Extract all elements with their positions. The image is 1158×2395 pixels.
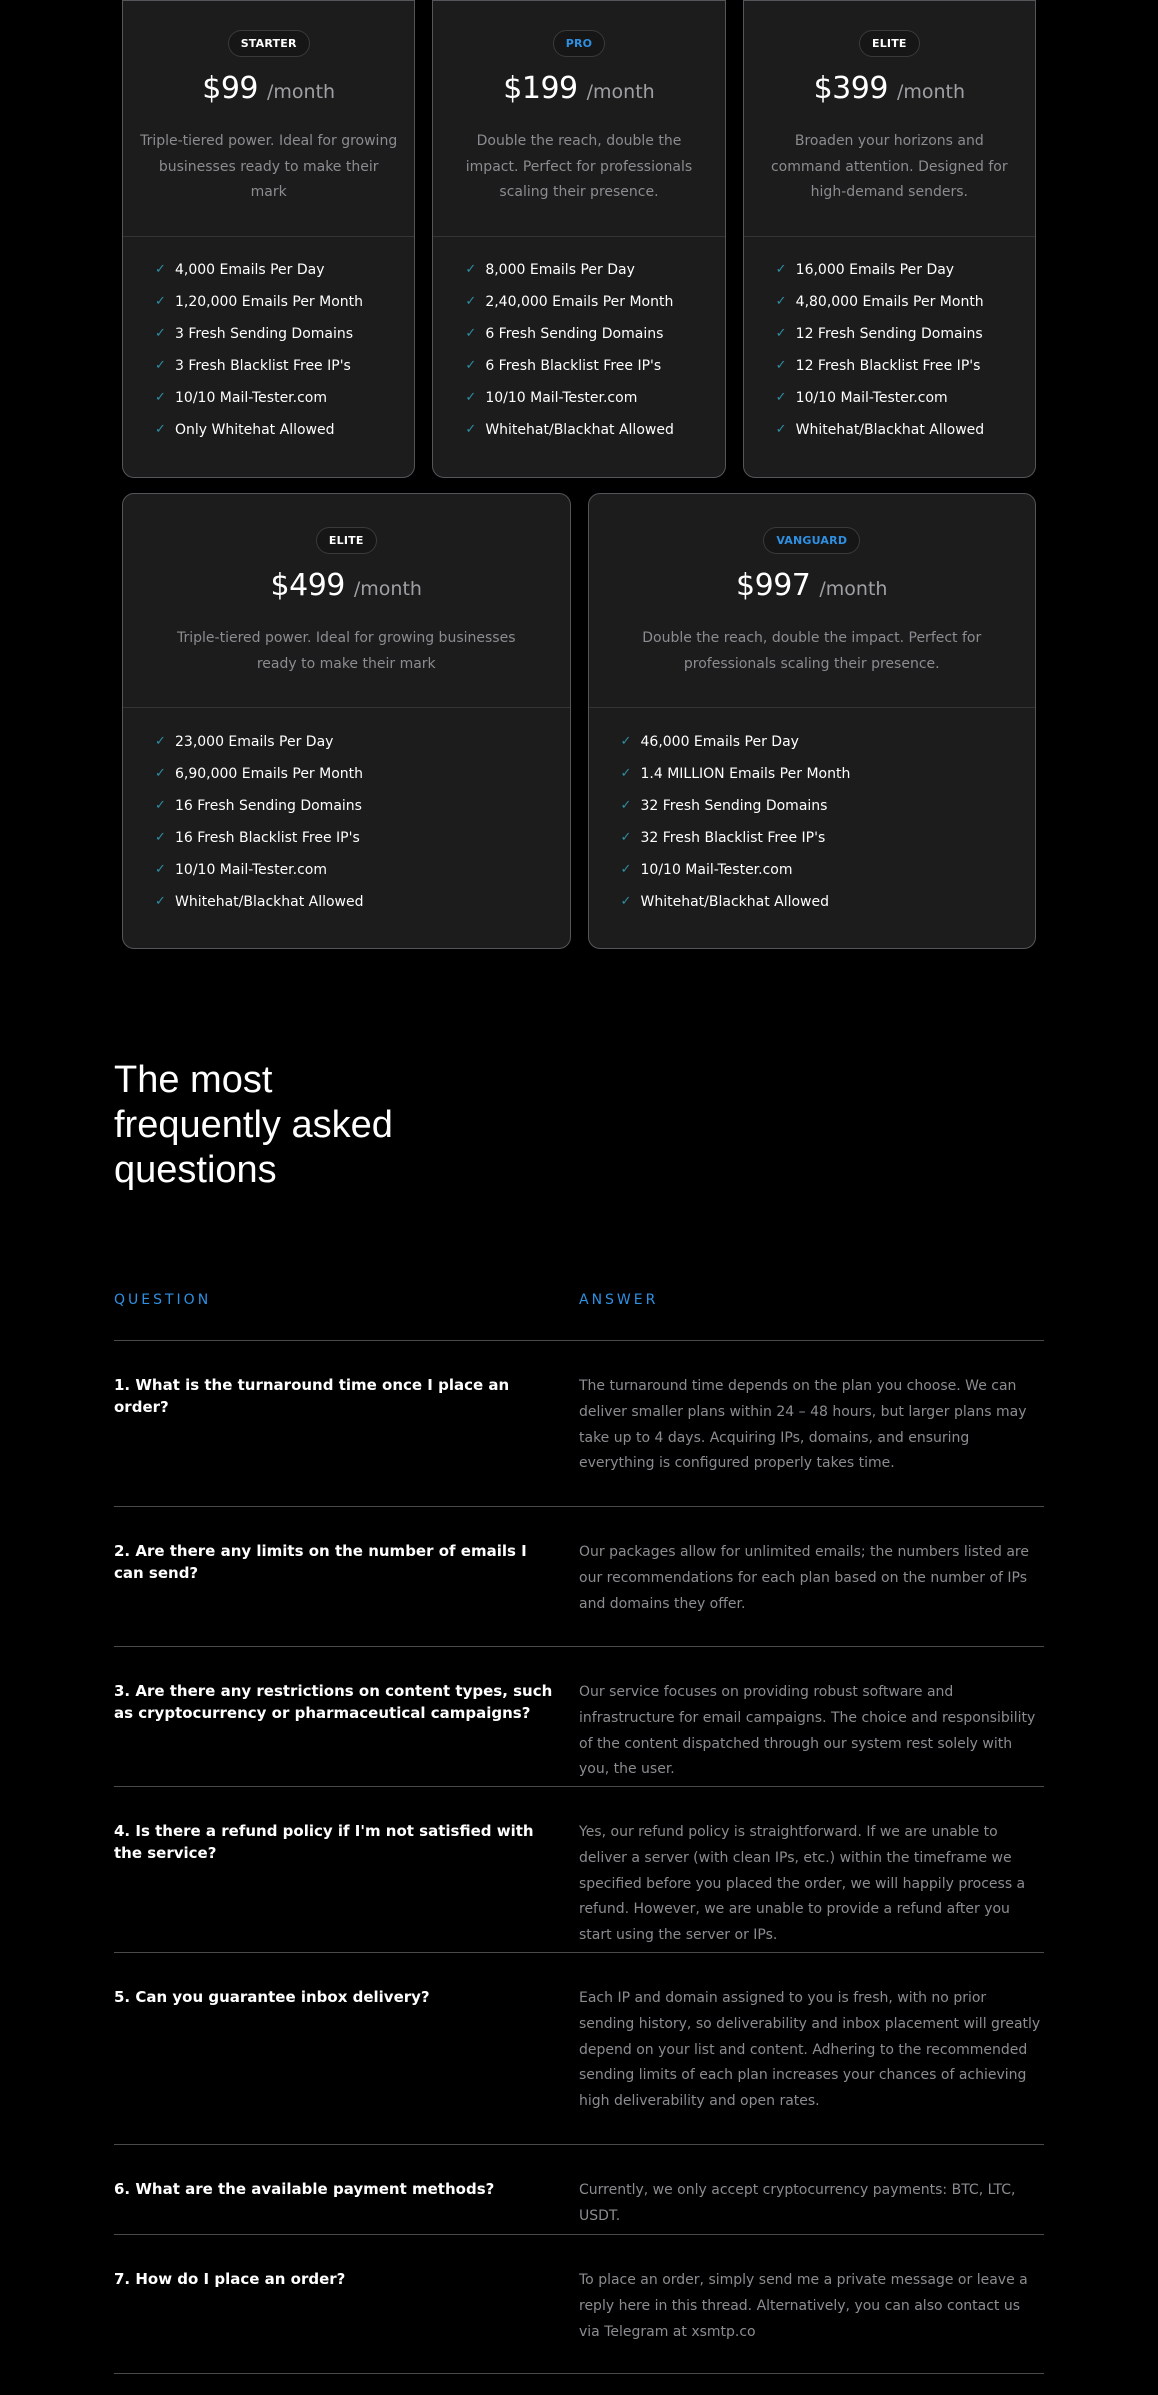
- check-icon: ✓: [155, 894, 166, 909]
- feature-item: [465, 324, 724, 356]
- plan-period: /month: [586, 81, 655, 103]
- feature-item: [465, 356, 724, 388]
- plan-price: $99: [202, 71, 258, 106]
- feature-item: [465, 292, 724, 324]
- feature-label: 32 Fresh Blacklist Free IP's: [640, 830, 826, 846]
- check-icon: ✓: [155, 390, 166, 405]
- feature-list: [589, 708, 1036, 924]
- feature-label: 6 Fresh Blacklist Free IP's: [485, 358, 662, 374]
- feature-label: 12 Fresh Sending Domains: [795, 326, 983, 342]
- plan-price: $399: [813, 71, 888, 106]
- feature-label: 6 Fresh Sending Domains: [485, 326, 664, 342]
- price-line: [123, 71, 414, 111]
- check-icon: ✓: [465, 422, 477, 437]
- plan-description: Broaden your horizons and command attention. Designed for high-demand senders.: [770, 133, 1008, 200]
- feature-label: 1.4 MILLION Emails Per Month: [640, 766, 851, 782]
- feature-label: Whitehat/Blackhat Allowed: [175, 894, 364, 910]
- feature-label: 16 Fresh Blacklist Free IP's: [175, 830, 360, 846]
- faq-item: [114, 1340, 1044, 1506]
- pricing-card-header: [744, 1, 1035, 237]
- check-icon: ✓: [465, 294, 477, 309]
- feature-label: 3 Fresh Sending Domains: [175, 326, 354, 342]
- pricing-card: [122, 493, 571, 949]
- check-icon: ✓: [775, 294, 787, 309]
- feature-item: [155, 420, 414, 452]
- pricing-card-header: [123, 494, 570, 708]
- faq-answer: Currently, we only accept cryptocurrency payments: BTC, LTC, USDT.: [579, 2182, 1016, 2224]
- feature-item: [155, 388, 414, 420]
- feature-label: 4,000 Emails Per Day: [175, 262, 325, 278]
- feature-list: [744, 237, 1035, 452]
- plan-description: Double the reach, double the impact. Perfect for professionals scaling their presence.: [642, 630, 982, 672]
- check-icon: ✓: [465, 358, 477, 373]
- check-icon: ✓: [620, 798, 632, 813]
- feature-list: [123, 237, 414, 452]
- price-line: [123, 568, 570, 608]
- check-icon: ✓: [465, 326, 477, 341]
- pricing-card-header: [433, 1, 724, 237]
- faq-section: [114, 1058, 1044, 2340]
- feature-item: [776, 292, 1035, 324]
- faq-item: [114, 2234, 1044, 2374]
- faq-question: 1. What is the turnaround time once I place an order?: [114, 1376, 510, 1416]
- check-icon: ✓: [155, 766, 166, 781]
- faq-list: [114, 1340, 1044, 2374]
- check-icon: ✓: [620, 894, 632, 909]
- pricing-section: [122, 0, 1036, 949]
- feature-label: 16,000 Emails Per Day: [795, 262, 955, 278]
- feature-label: 23,000 Emails Per Day: [175, 734, 334, 750]
- feature-label: 12 Fresh Blacklist Free IP's: [795, 358, 981, 374]
- plan-description: Triple-tiered power. Ideal for growing businesses ready to make their mark: [140, 133, 398, 200]
- plan-price: $997: [736, 568, 811, 603]
- feature-item: [155, 260, 414, 292]
- feature-item: [621, 732, 1036, 764]
- feature-item: [155, 796, 570, 828]
- feature-label: 16 Fresh Sending Domains: [175, 798, 362, 814]
- feature-item: [776, 260, 1035, 292]
- plan-period: /month: [819, 578, 888, 600]
- feature-item: [621, 828, 1036, 860]
- price-line: [589, 568, 1036, 608]
- feature-list: [433, 237, 724, 452]
- feature-label: 3 Fresh Blacklist Free IP's: [175, 358, 351, 374]
- plan-badge: VANGUARD: [763, 527, 860, 554]
- feature-item: [621, 892, 1036, 924]
- pricing-card-header: [589, 494, 1036, 708]
- pricing-card: [588, 493, 1037, 949]
- feature-list: [123, 708, 570, 924]
- feature-label: Only Whitehat Allowed: [175, 422, 335, 438]
- check-icon: ✓: [620, 862, 632, 877]
- faq-answer: Each IP and domain assigned to you is fresh, with no prior sending history, so deliverability and inbox placement will greatly depend on your list and content. Adhering to the recommended sending limits of each plan increases your chances of achieving high deliverability and open rates.: [579, 1990, 1041, 2110]
- pricing-row-2: [122, 493, 1036, 949]
- feature-item: [776, 356, 1035, 388]
- faq-question: 5. Can you guarantee inbox delivery?: [114, 1988, 430, 2006]
- plan-badge: ELITE: [859, 30, 920, 57]
- feature-label: 46,000 Emails Per Day: [640, 734, 799, 750]
- plan-price: $499: [270, 568, 345, 603]
- faq-item: [114, 1646, 1044, 1786]
- faq-column-headings: [114, 1292, 1044, 1308]
- check-icon: ✓: [155, 326, 166, 341]
- feature-label: 10/10 Mail-Tester.com: [175, 390, 328, 406]
- faq-question: 7. How do I place an order?: [114, 2270, 346, 2288]
- feature-item: [155, 356, 414, 388]
- feature-label: 10/10 Mail-Tester.com: [640, 862, 793, 878]
- feature-label: 32 Fresh Sending Domains: [640, 798, 828, 814]
- faq-title: The most frequently asked questions: [114, 1059, 393, 1191]
- feature-item: [621, 796, 1036, 828]
- feature-item: [155, 292, 414, 324]
- faq-question: 4. Is there a refund policy if I'm not satisfied with the service?: [114, 1822, 534, 1862]
- feature-label: 2,40,000 Emails Per Month: [485, 294, 674, 310]
- check-icon: ✓: [620, 830, 632, 845]
- feature-label: 4,80,000 Emails Per Month: [795, 294, 984, 310]
- plan-description: Double the reach, double the impact. Perfect for professionals scaling their presence.: [465, 133, 693, 200]
- check-icon: ✓: [155, 798, 166, 813]
- feature-label: 8,000 Emails Per Day: [485, 262, 635, 278]
- feature-item: [155, 324, 414, 356]
- check-icon: ✓: [775, 422, 787, 437]
- feature-item: [155, 732, 570, 764]
- price-line: [433, 71, 724, 111]
- faq-question: 3. Are there any restrictions on content types, such as cryptocurrency or pharmaceutical campaigns?: [114, 1682, 553, 1722]
- feature-label: 10/10 Mail-Tester.com: [485, 390, 638, 406]
- check-icon: ✓: [155, 862, 166, 877]
- answer-heading: ANSWER: [579, 1292, 659, 1308]
- check-icon: ✓: [775, 358, 787, 373]
- feature-label: 10/10 Mail-Tester.com: [175, 862, 328, 878]
- plan-period: /month: [353, 578, 422, 600]
- check-icon: ✓: [155, 262, 166, 277]
- feature-item: [776, 324, 1035, 356]
- faq-answer: Yes, our refund policy is straightforward. If we are unable to deliver a server (with clean IPs, etc.) within the timeframe we specified before you placed the order, we will happily process a refund. However, we are unable to provide a refund after you start using the server or IPs.: [579, 1824, 1026, 1944]
- check-icon: ✓: [620, 734, 632, 749]
- check-icon: ✓: [775, 390, 787, 405]
- plan-price: $199: [503, 71, 578, 106]
- feature-item: [776, 388, 1035, 420]
- faq-question: 2. Are there any limits on the number of emails I can send?: [114, 1542, 527, 1582]
- plan-badge: ELITE: [316, 527, 377, 554]
- plan-badge: PRO: [553, 30, 605, 57]
- feature-item: [621, 764, 1036, 796]
- check-icon: ✓: [155, 830, 166, 845]
- feature-item: [465, 260, 724, 292]
- plan-badge: STARTER: [228, 30, 310, 57]
- faq-question: 6. What are the available payment methods?: [114, 2180, 495, 2198]
- faq-item: [114, 1952, 1044, 2144]
- check-icon: ✓: [155, 294, 166, 309]
- feature-label: 10/10 Mail-Tester.com: [795, 390, 948, 406]
- question-heading: QUESTION: [114, 1292, 212, 1308]
- pricing-card: [122, 0, 415, 478]
- feature-item: [465, 388, 724, 420]
- faq-answer: The turnaround time depends on the plan you choose. We can deliver smaller plans within 24 – 48 hours, but larger plans may take up to 4 days. Acquiring IPs, domains, and ensuring everything is configured properly takes time.: [579, 1378, 1027, 1472]
- feature-label: 6,90,000 Emails Per Month: [175, 766, 364, 782]
- plan-description: Triple-tiered power. Ideal for growing businesses ready to make their mark: [177, 630, 516, 672]
- check-icon: ✓: [620, 766, 632, 781]
- feature-item: [155, 764, 570, 796]
- faq-answer: Our service focuses on providing robust software and infrastructure for email campaigns. The choice and responsibility of the content dispatched through our system rest solely with you, the user.: [579, 1684, 1036, 1778]
- feature-item: [155, 892, 570, 924]
- feature-label: 1,20,000 Emails Per Month: [175, 294, 364, 310]
- pricing-row-1: [122, 0, 1036, 478]
- faq-answer: To place an order, simply send me a private message or leave a reply here in this thread. Alternatively, you can also contact us via Telegram at xsmtp.co: [579, 2272, 1028, 2340]
- plan-period: /month: [896, 81, 966, 103]
- pricing-card: [432, 0, 725, 478]
- feature-label: Whitehat/Blackhat Allowed: [485, 422, 674, 438]
- price-line: [744, 71, 1035, 111]
- pricing-card: [743, 0, 1036, 478]
- check-icon: ✓: [155, 422, 166, 437]
- check-icon: ✓: [155, 734, 166, 749]
- feature-label: Whitehat/Blackhat Allowed: [795, 422, 985, 438]
- feature-item: [155, 860, 570, 892]
- check-icon: ✓: [465, 390, 477, 405]
- pricing-card-header: [123, 1, 414, 237]
- check-icon: ✓: [155, 358, 166, 373]
- check-icon: ✓: [465, 262, 477, 277]
- feature-item: [465, 420, 724, 452]
- faq-answer: Our packages allow for unlimited emails; the numbers listed are our recommendations for each plan based on the number of IPs and domains they offer.: [579, 1544, 1029, 1612]
- check-icon: ✓: [775, 326, 787, 341]
- feature-item: [776, 420, 1035, 452]
- check-icon: ✓: [775, 262, 787, 277]
- feature-item: [621, 860, 1036, 892]
- faq-item: [114, 2144, 1044, 2234]
- feature-item: [155, 828, 570, 860]
- feature-label: Whitehat/Blackhat Allowed: [640, 894, 830, 910]
- faq-item: [114, 1506, 1044, 1646]
- plan-period: /month: [267, 81, 336, 103]
- faq-item: [114, 1786, 1044, 1952]
